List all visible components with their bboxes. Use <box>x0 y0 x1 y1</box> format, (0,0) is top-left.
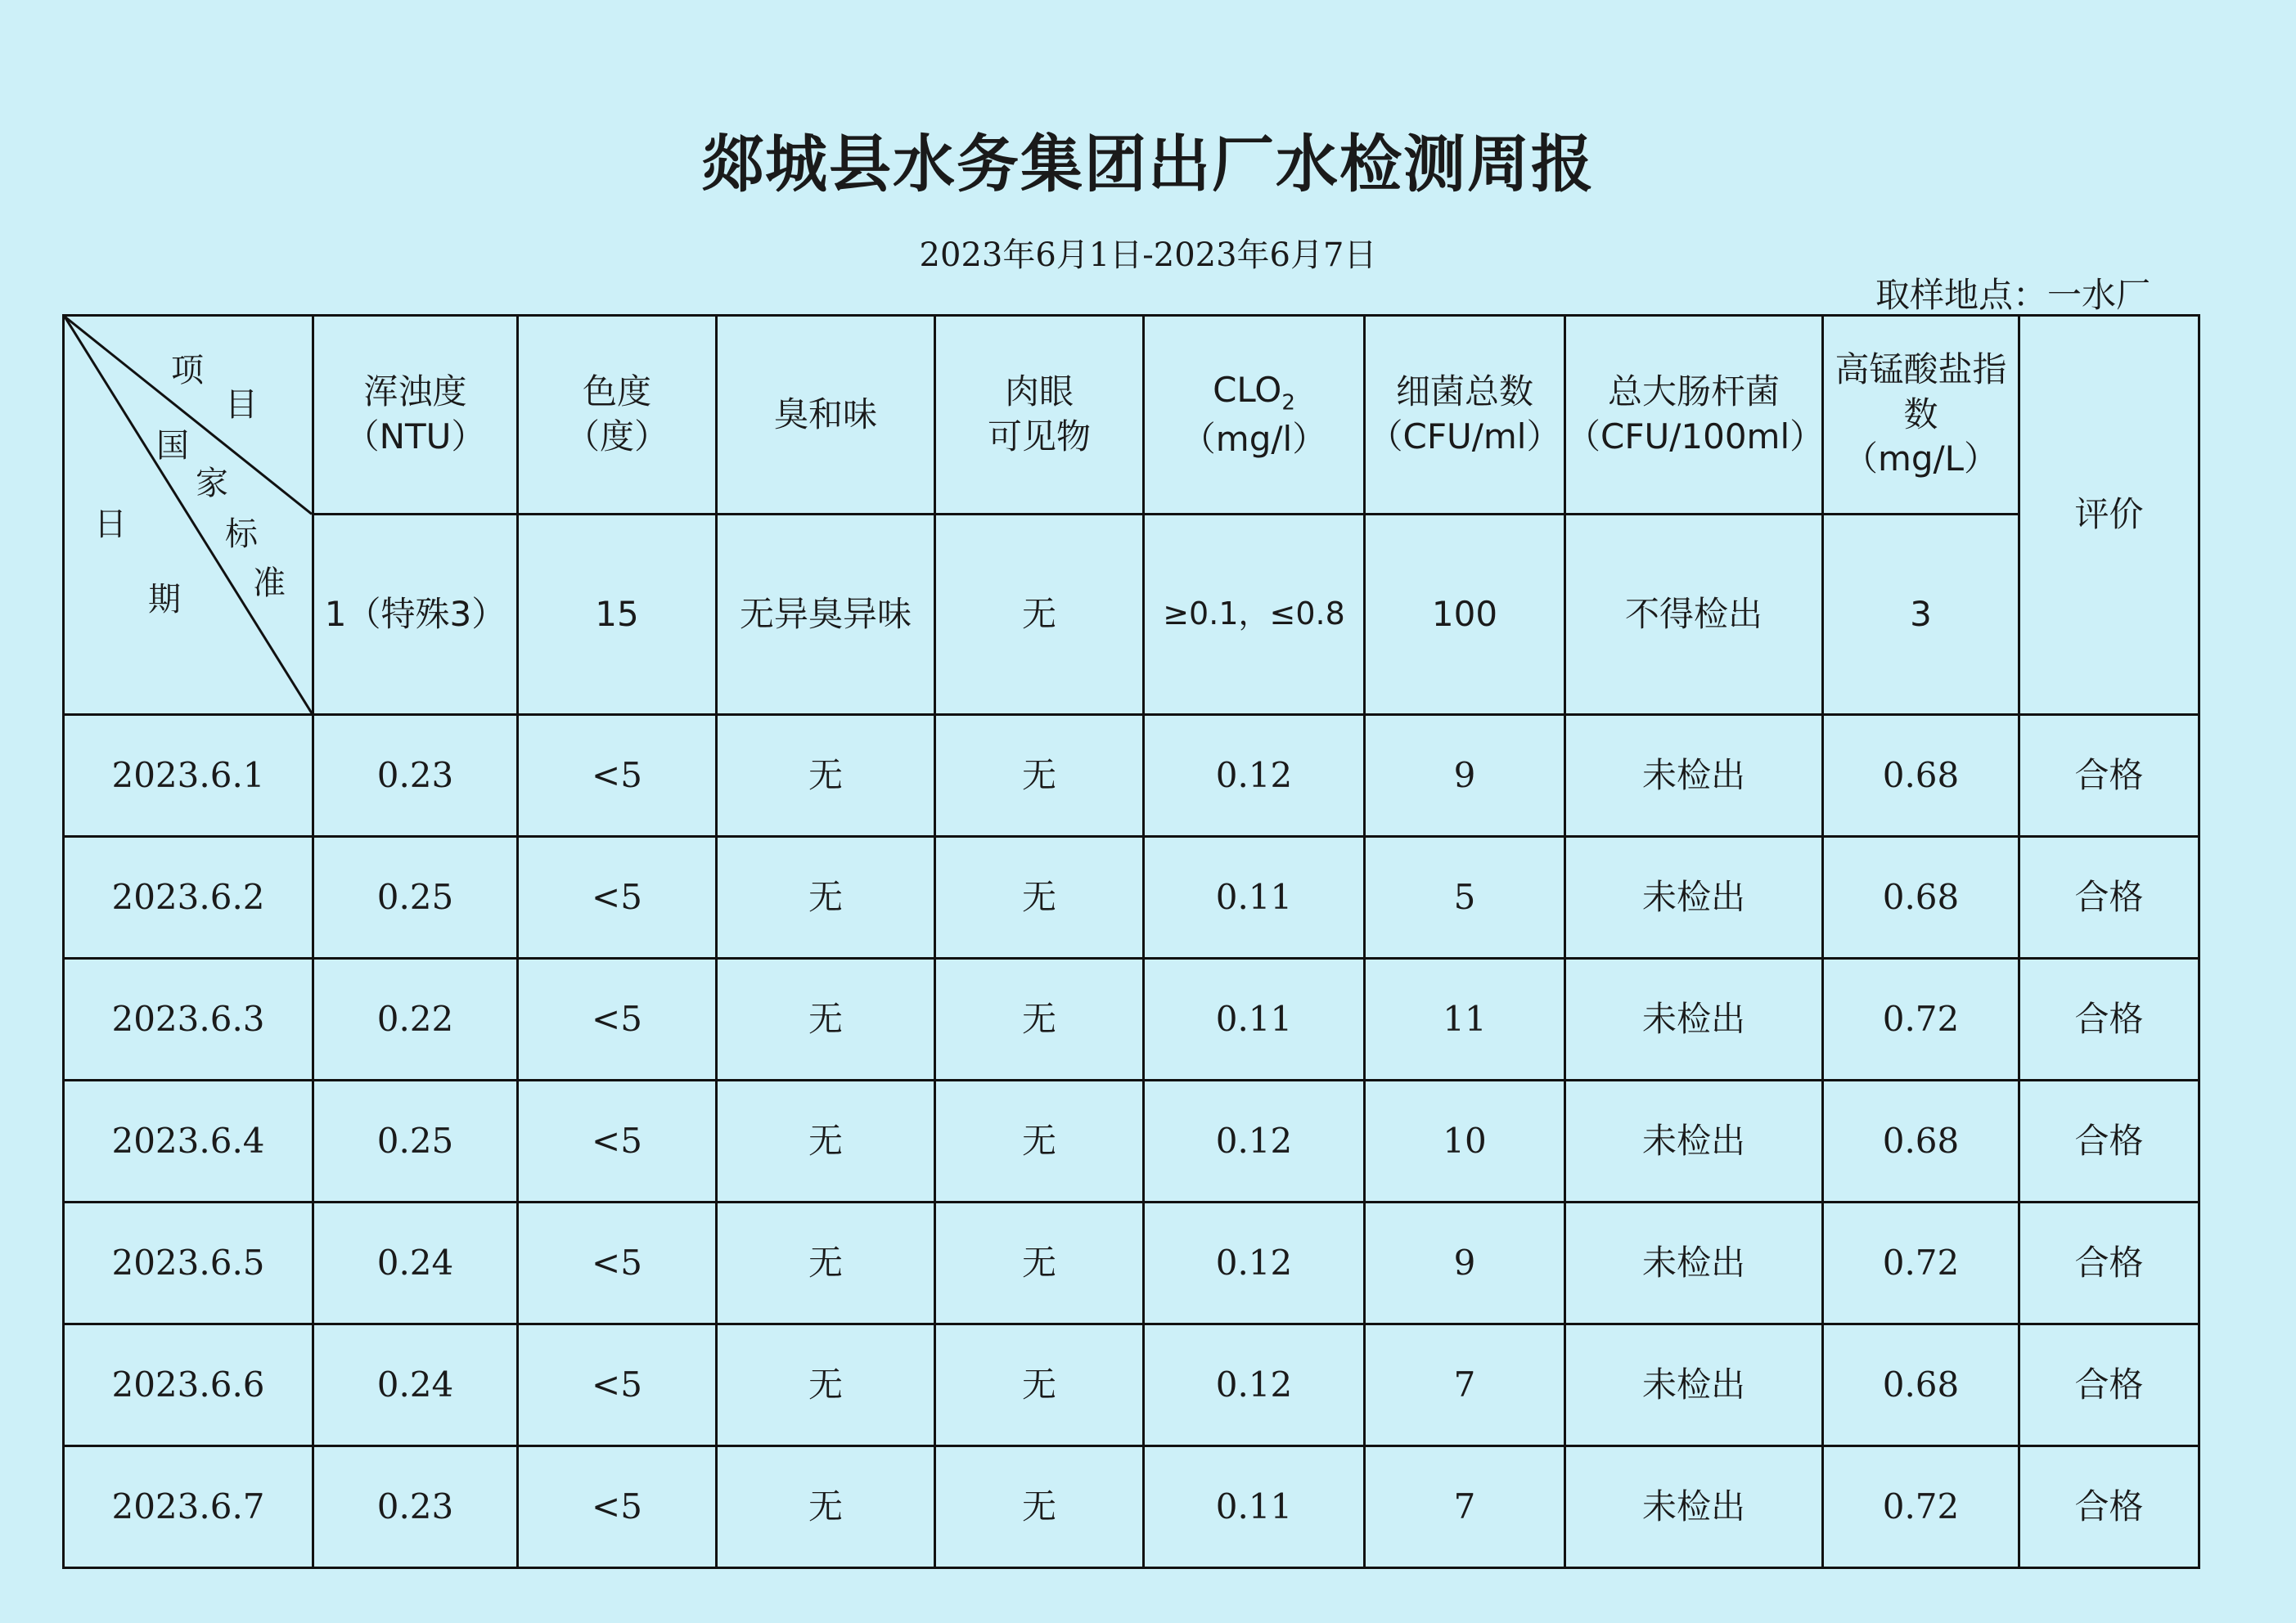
cell-odor: 无 <box>717 836 935 958</box>
table-row <box>64 714 2199 836</box>
report-title: 郯城县水务集团出厂水检测周报 <box>701 128 1595 200</box>
cell-clo2: 0.12 <box>1144 1202 1365 1324</box>
cell-odor: 无 <box>717 1080 935 1202</box>
header-row <box>64 316 2199 515</box>
corner-standard-char-2: 家 <box>196 465 228 502</box>
cell-visible-matter: 无 <box>935 958 1144 1080</box>
corner-standard-char-1: 国 <box>156 427 189 465</box>
standard-turbidity: 1（特殊3） <box>313 514 518 714</box>
cell-clo2: 0.11 <box>1144 958 1365 1080</box>
cell-clo2: 0.12 <box>1144 1080 1365 1202</box>
cell-color: <5 <box>518 1080 717 1202</box>
cell-evaluation: 合格 <box>2019 1445 2199 1567</box>
cell-turbidity: 0.25 <box>313 836 518 958</box>
corner-standard-char-4: 准 <box>253 564 286 602</box>
col-header-coliform: 总大肠杆菌 （CFU/100ml） <box>1565 316 1823 515</box>
cell-odor: 无 <box>717 1445 935 1567</box>
col-header-permanganate: 高锰酸盐指 数 （mg/L） <box>1823 316 2019 515</box>
standard-odor: 无异臭异味 <box>717 514 935 714</box>
row-date: 2023.6.4 <box>64 1080 313 1202</box>
cell-color: <5 <box>518 1202 717 1324</box>
standards-row <box>64 514 2199 714</box>
row-date: 2023.6.6 <box>64 1324 313 1445</box>
standard-permanganate: 3 <box>1823 514 2019 714</box>
cell-bacteria: 7 <box>1365 1445 1565 1567</box>
cell-odor: 无 <box>717 958 935 1080</box>
cell-clo2: 0.12 <box>1144 714 1365 836</box>
corner-item-char-1: 项 <box>171 352 204 389</box>
cell-turbidity: 0.23 <box>313 1445 518 1567</box>
cell-color: <5 <box>518 958 717 1080</box>
cell-color: <5 <box>518 836 717 958</box>
table-row <box>64 1324 2199 1445</box>
sampling-location: 取样地点：一水厂 <box>1875 275 2150 315</box>
table-row <box>64 836 2199 958</box>
cell-evaluation: 合格 <box>2019 1080 2199 1202</box>
cell-clo2: 0.12 <box>1144 1324 1365 1445</box>
cell-clo2: 0.11 <box>1144 1445 1365 1567</box>
cell-permanganate: 0.72 <box>1823 958 2019 1080</box>
table-row <box>64 1080 2199 1202</box>
cell-bacteria: 11 <box>1365 958 1565 1080</box>
standard-visible-matter: 无 <box>935 514 1144 714</box>
cell-evaluation: 合格 <box>2019 1202 2199 1324</box>
cell-permanganate: 0.68 <box>1823 1080 2019 1202</box>
cell-color: <5 <box>518 714 717 836</box>
cell-bacteria: 5 <box>1365 836 1565 958</box>
cell-bacteria: 9 <box>1365 714 1565 836</box>
cell-color: <5 <box>518 1445 717 1567</box>
standard-clo2: ≥0.1，≤0.8 <box>1144 514 1365 714</box>
table-row <box>64 1202 2199 1324</box>
cell-visible-matter: 无 <box>935 1324 1144 1445</box>
standard-coliform: 不得检出 <box>1565 514 1823 714</box>
corner-standard-char-3: 标 <box>225 515 258 553</box>
cell-visible-matter: 无 <box>935 1445 1144 1567</box>
col-header-evaluation: 评价 <box>2019 316 2199 715</box>
cell-coliform: 未检出 <box>1565 1324 1823 1445</box>
col-header-visible-matter: 肉眼 可见物 <box>935 316 1144 515</box>
col-header-color: 色度 （度） <box>518 316 717 515</box>
cell-permanganate: 0.72 <box>1823 1202 2019 1324</box>
cell-turbidity: 0.24 <box>313 1202 518 1324</box>
row-date: 2023.6.3 <box>64 958 313 1080</box>
cell-turbidity: 0.23 <box>313 714 518 836</box>
cell-visible-matter: 无 <box>935 836 1144 958</box>
cell-odor: 无 <box>717 1202 935 1324</box>
standard-color: 15 <box>518 514 717 714</box>
cell-visible-matter: 无 <box>935 1202 1144 1324</box>
cell-bacteria: 7 <box>1365 1324 1565 1445</box>
cell-coliform: 未检出 <box>1565 1202 1823 1324</box>
row-date: 2023.6.7 <box>64 1445 313 1567</box>
cell-permanganate: 0.68 <box>1823 836 2019 958</box>
cell-bacteria: 10 <box>1365 1080 1565 1202</box>
cell-turbidity: 0.25 <box>313 1080 518 1202</box>
cell-clo2: 0.11 <box>1144 836 1365 958</box>
col-header-odor: 臭和味 <box>717 316 935 515</box>
row-date: 2023.6.1 <box>64 714 313 836</box>
cell-coliform: 未检出 <box>1565 1445 1823 1567</box>
diagonal-header-cell <box>64 316 313 715</box>
date-range: 2023年6月1日-2023年6月7日 <box>919 236 1377 274</box>
cell-color: <5 <box>518 1324 717 1445</box>
cell-visible-matter: 无 <box>935 714 1144 836</box>
cell-coliform: 未检出 <box>1565 958 1823 1080</box>
cell-evaluation: 合格 <box>2019 1324 2199 1445</box>
cell-coliform: 未检出 <box>1565 714 1823 836</box>
cell-evaluation: 合格 <box>2019 958 2199 1080</box>
standard-bacteria: 100 <box>1365 514 1565 714</box>
cell-odor: 无 <box>717 714 935 836</box>
corner-item-char-2: 目 <box>225 386 258 424</box>
cell-odor: 无 <box>717 1324 935 1445</box>
cell-coliform: 未检出 <box>1565 1080 1823 1202</box>
corner-date-char-1: 日 <box>94 506 127 543</box>
table-row <box>64 1445 2199 1567</box>
cell-permanganate: 0.68 <box>1823 714 2019 836</box>
col-header-clo2: $CLO_2$ （mg/l） <box>1144 316 1365 515</box>
col-header-bacteria: 细菌总数 （CFU/ml） <box>1365 316 1565 515</box>
row-date: 2023.6.5 <box>64 1202 313 1324</box>
cell-coliform: 未检出 <box>1565 836 1823 958</box>
cell-evaluation: 合格 <box>2019 714 2199 836</box>
table-row <box>64 958 2199 1080</box>
cell-bacteria: 9 <box>1365 1202 1565 1324</box>
cell-visible-matter: 无 <box>935 1080 1144 1202</box>
corner-date-char-2: 期 <box>148 581 181 618</box>
cell-turbidity: 0.22 <box>313 958 518 1080</box>
cell-permanganate: 0.68 <box>1823 1324 2019 1445</box>
cell-evaluation: 合格 <box>2019 836 2199 958</box>
water-quality-table <box>62 314 2200 1569</box>
row-date: 2023.6.2 <box>64 836 313 958</box>
cell-turbidity: 0.24 <box>313 1324 518 1445</box>
col-header-turbidity: 浑浊度 （NTU） <box>313 316 518 515</box>
cell-permanganate: 0.72 <box>1823 1445 2019 1567</box>
